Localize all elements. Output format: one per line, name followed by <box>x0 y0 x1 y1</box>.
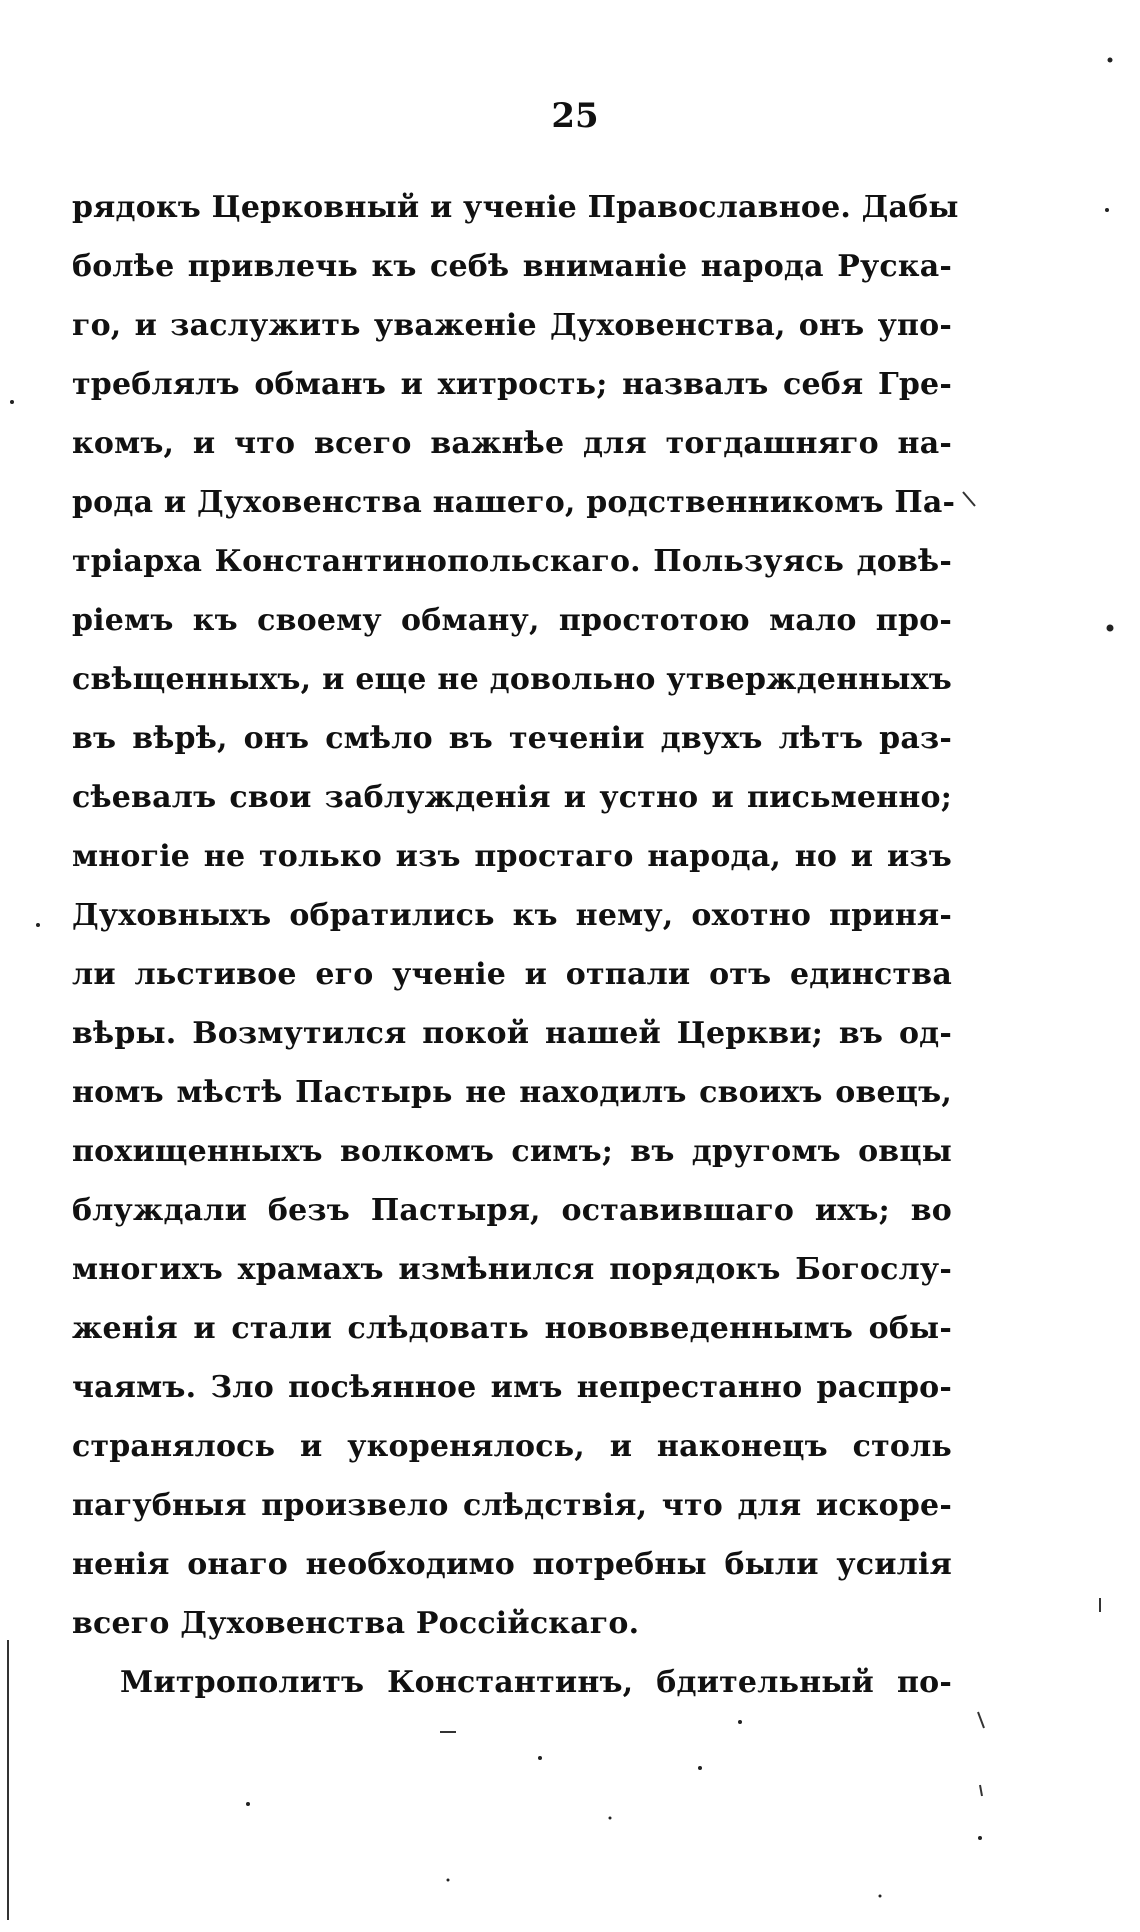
body-text <box>72 178 959 1712</box>
text-line: Митрополитъ Константинъ, бдительный по- <box>120 1665 952 1700</box>
text-line: рядокъ Церковный и ученіе Православное. Дабы <box>72 190 959 225</box>
text-line: го, и заслужить уваженіе Духовенства, онъ упо- <box>72 308 952 343</box>
text-line: пагубныя произвело слѣдствія, что для искоре- <box>72 1488 952 1523</box>
scan-speck <box>978 1836 982 1840</box>
scan-speck <box>879 1895 882 1898</box>
text-line: ненія онаго необходимо потребны были усилія <box>72 1547 952 1582</box>
paragraph-2 <box>72 1653 952 1712</box>
text-line: странялось и укоренялось, и наконецъ столь <box>72 1429 952 1464</box>
scan-streak <box>978 1712 984 1728</box>
text-line: ли льстивое его ученіе и отпали отъ единства <box>72 957 952 992</box>
scan-streak <box>980 1785 982 1796</box>
text-line: Духовныхъ обратились къ нему, охотно приня- <box>72 898 952 933</box>
scan-speck <box>738 1720 742 1724</box>
scan-speck <box>246 1802 250 1806</box>
scan-speck <box>10 400 14 404</box>
text-line: блуждали безъ Пастыря, оставившаго ихъ; во <box>72 1193 952 1228</box>
text-line: чаямъ. Зло посѣянное имъ непрестанно распро- <box>72 1370 952 1405</box>
text-line: свѣщенныхъ, и еще не довольно утвержденныхъ <box>72 662 952 697</box>
text-line: въ вѣрѣ, онъ смѣло въ теченіи двухъ лѣтъ раз- <box>72 721 952 756</box>
scan-speck <box>1108 58 1113 63</box>
scan-streak <box>963 492 975 506</box>
scan-speck <box>698 1766 702 1770</box>
text-line: рода и Духовенства нашего, родственникомъ Па- <box>72 485 956 520</box>
text-line: сѣевалъ свои заблужденія и устно и письменно; <box>72 780 952 815</box>
text-line: комъ, и что всего важнѣе для тогдашняго на- <box>72 426 952 461</box>
text-line: вѣры. Возмутился покой нашей Церкви; въ од- <box>72 1016 952 1051</box>
scan-speck <box>1107 625 1114 632</box>
text-line: ріемъ къ своему обману, простотою мало про- <box>72 603 952 638</box>
scan-speck <box>447 1879 450 1882</box>
text-line: женія и стали слѣдовать нововведеннымъ обы- <box>72 1311 952 1346</box>
text-line: треблялъ обманъ и хитрость; назвалъ себя Гре- <box>72 367 952 402</box>
text-line: тріарха Константинопольскаго. Пользуясь довѣ- <box>72 544 952 579</box>
text-line: многіе не только изъ простаго народа, но и изъ <box>72 839 952 874</box>
text-line: многихъ храмахъ измѣнился порядокъ Богослу- <box>72 1252 952 1287</box>
page-number: 25 <box>551 96 599 136</box>
scan-speck <box>36 923 40 927</box>
paragraph-1 <box>72 178 959 1653</box>
scan-speck <box>538 1756 542 1760</box>
scan-speck <box>609 1817 612 1820</box>
text-line: похищенныхъ волкомъ симъ; въ другомъ овцы <box>72 1134 952 1169</box>
text-line: болѣе привлечь къ себѣ вниманіе народа Руска- <box>72 249 952 284</box>
text-line: всего Духовенства Россійскаго. <box>72 1606 640 1641</box>
scan-speck <box>1105 208 1109 212</box>
text-line: номъ мѣстѣ Пастырь не находилъ своихъ овецъ, <box>72 1075 952 1110</box>
